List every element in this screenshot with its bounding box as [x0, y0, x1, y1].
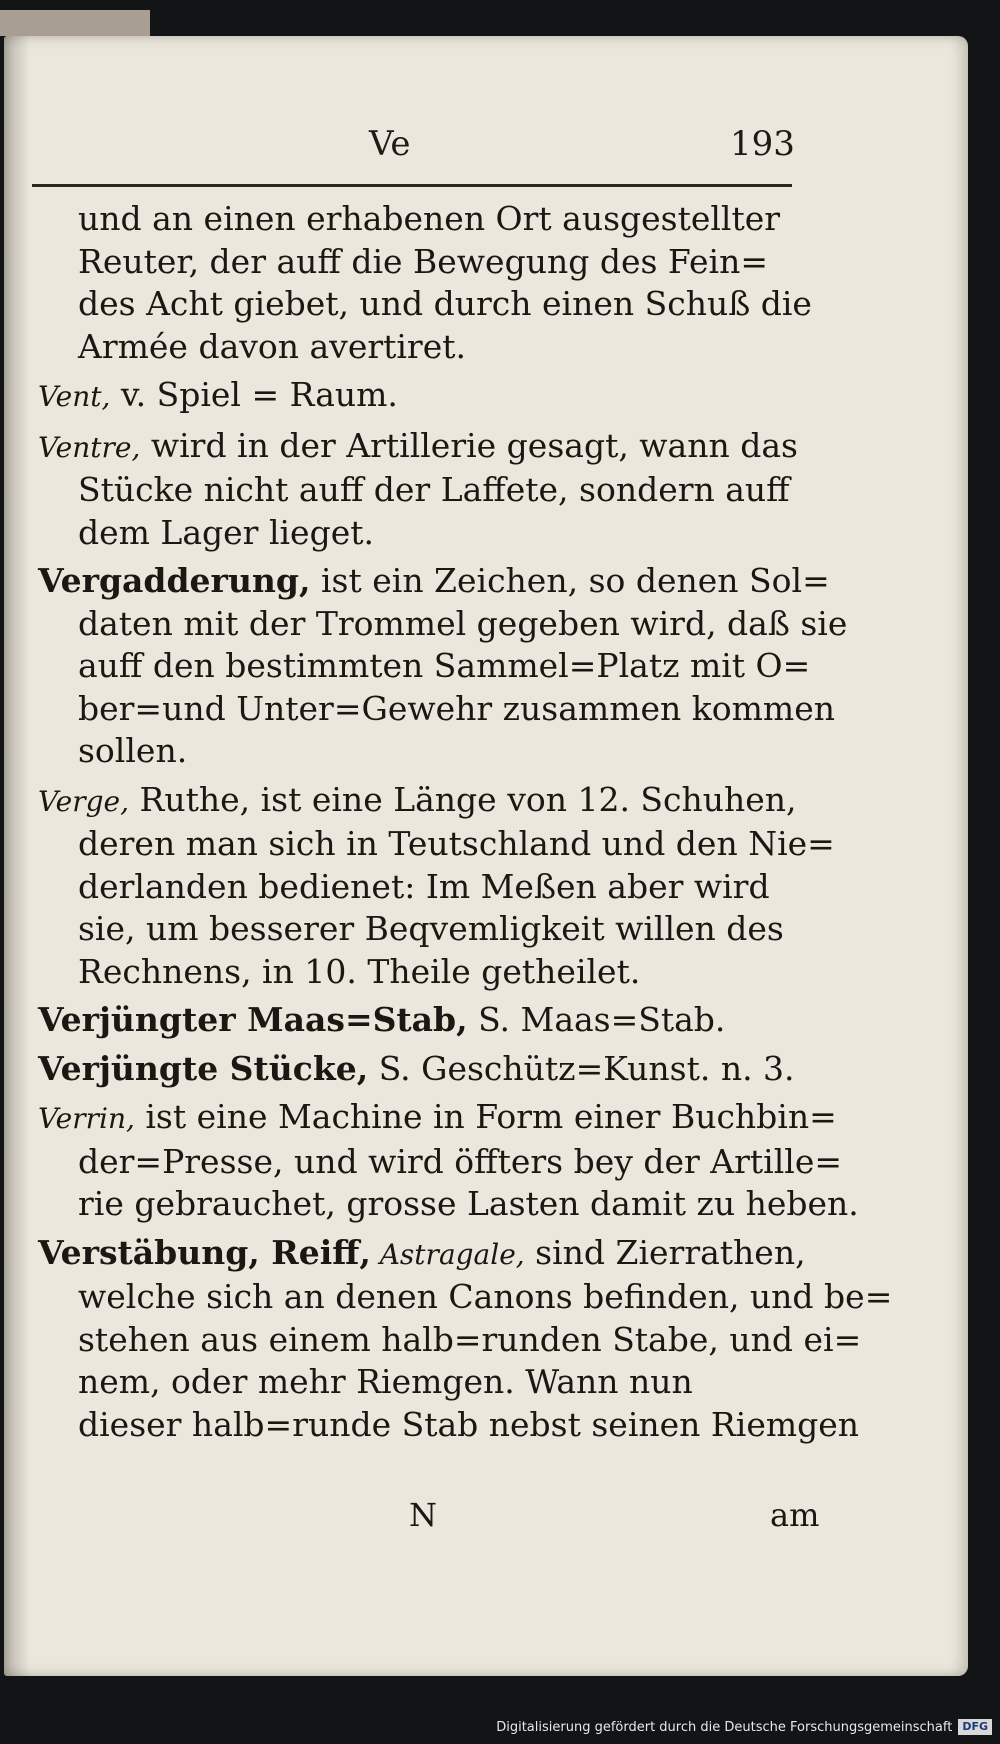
- line-text: Stücke nicht auff der Laffete, sondern auff: [78, 470, 790, 509]
- line-text: sollen.: [78, 731, 188, 770]
- text-line: [38, 730, 818, 773]
- catchline: [4, 1496, 968, 1542]
- line-text: ber=und Unter=Gewehr zusammen kommen: [78, 688, 836, 728]
- text-line: [38, 1276, 893, 1319]
- catchword: am: [770, 1496, 820, 1534]
- text-line: [38, 823, 835, 866]
- header-rule: [32, 184, 792, 187]
- text-line: [38, 198, 818, 241]
- text-line: [38, 951, 818, 994]
- dictionary-entry: [38, 374, 818, 419]
- dictionary-entry: [38, 779, 835, 994]
- line-text: deren man sich in Teutschland und den Nie=: [78, 824, 835, 863]
- line-text: sie, um besserer Beqvemligkeit willen des: [78, 909, 784, 948]
- dictionary-entry: [38, 560, 848, 773]
- digitization-footer: [496, 1716, 992, 1738]
- line-text: dem Lager lieget.: [78, 512, 374, 552]
- line-text: Reuter, der auff die Bewegung des Fein=: [78, 241, 768, 281]
- dictionary-entry: [38, 1048, 818, 1091]
- text-line: [38, 908, 818, 951]
- entry-headword: Verstäbung, Reiff,: [38, 1232, 371, 1272]
- line-text: ist eine Machine in Form einer Buchbin=: [134, 1097, 837, 1136]
- dictionary-entry: [38, 198, 818, 368]
- text-line: [38, 603, 848, 646]
- text-line: [38, 1183, 859, 1226]
- entry-term: Verge,: [38, 784, 129, 818]
- text-line: [38, 469, 818, 512]
- text-line: [38, 241, 818, 284]
- entry-term: Vent,: [38, 380, 111, 413]
- line-text: stehen aus einem halb=runden Stabe, und ei=: [78, 1319, 862, 1359]
- entry-term: Ventre,: [38, 430, 141, 464]
- page-number: 193: [730, 124, 795, 164]
- entry-headword: Vergadderung,: [38, 561, 311, 600]
- book-page: [4, 36, 968, 1676]
- spine-shadow: [4, 36, 30, 1676]
- line-text: ist ein Zeichen, so denen Sol=: [310, 561, 830, 600]
- text-line: [38, 560, 830, 603]
- line-text: Armée davon avertiret.: [78, 326, 466, 366]
- line-text: dieser halb=runde Stab nebst seinen Riemgen: [78, 1404, 860, 1444]
- line-text: des Acht giebet, und durch einen Schuß die: [78, 284, 812, 323]
- line-text: Rechnens, in 10. Theile getheilet.: [78, 951, 641, 991]
- text-line: [38, 866, 818, 909]
- text-line: [38, 283, 818, 326]
- entry-headword: Verjüngter Maas=Stab,: [38, 1000, 468, 1039]
- line-text: und an einen erhabenen Ort ausgestellter: [78, 199, 781, 238]
- entry-term: Astragale,: [370, 1237, 525, 1271]
- text-line: [38, 1232, 818, 1277]
- dfg-logo: DFG: [958, 1719, 992, 1735]
- line-text: S. Maas=Stab.: [467, 1000, 726, 1039]
- text-line: [38, 999, 818, 1042]
- text-line: [38, 512, 818, 555]
- entry-headword: Verjüngte Stücke,: [38, 1048, 369, 1088]
- dictionary-entry: [38, 999, 818, 1042]
- text-line: [38, 645, 818, 688]
- page-text: [38, 198, 893, 1452]
- line-text: sind Zierrathen,: [524, 1232, 806, 1272]
- line-text: Ruthe, ist eine Länge von 12. Schuhen,: [129, 779, 797, 819]
- footer-text: Digitalisierung gefördert durch die Deutsche Forschungsgemeinschaft: [496, 1719, 953, 1735]
- line-text: derlanden bedienet: Im Meßen aber wird: [78, 866, 770, 906]
- line-text: nem, oder mehr Riemgen. Wann nun: [78, 1362, 693, 1401]
- text-line: [38, 425, 818, 470]
- line-text: rie gebrauchet, grosse Lasten damit zu heben.: [78, 1184, 859, 1223]
- text-line: [38, 1361, 818, 1404]
- running-head: [4, 124, 968, 172]
- line-text: wird in der Artillerie gesagt, wann das: [140, 425, 798, 465]
- page-edge: [0, 10, 150, 36]
- text-line: [38, 374, 818, 419]
- text-line: [38, 779, 818, 824]
- line-text: S. Geschütz=Kunst. n. 3.: [368, 1048, 795, 1088]
- line-text: welche sich an denen Canons befinden, und be=: [78, 1277, 893, 1316]
- line-text: v. Spiel = Raum.: [110, 375, 398, 414]
- text-line: [38, 688, 836, 731]
- text-line: [38, 1096, 837, 1141]
- text-line: [38, 1048, 818, 1091]
- running-title: Ve: [369, 124, 411, 164]
- signature-mark: N: [409, 1496, 437, 1534]
- text-line: [38, 1319, 862, 1362]
- text-line: [38, 1141, 842, 1184]
- line-text: daten mit der Trommel gegeben wird, daß sie: [78, 603, 848, 643]
- dictionary-entry: [38, 1232, 893, 1447]
- dictionary-entry: [38, 425, 818, 555]
- dictionary-entry: [38, 1096, 859, 1226]
- entry-term: Verrin,: [38, 1102, 135, 1135]
- text-line: [38, 326, 818, 369]
- text-line: [38, 1404, 860, 1447]
- line-text: auff den bestimmten Sammel=Platz mit O=: [78, 646, 811, 685]
- line-text: der=Presse, und wird öffters bey der Artille=: [78, 1141, 842, 1181]
